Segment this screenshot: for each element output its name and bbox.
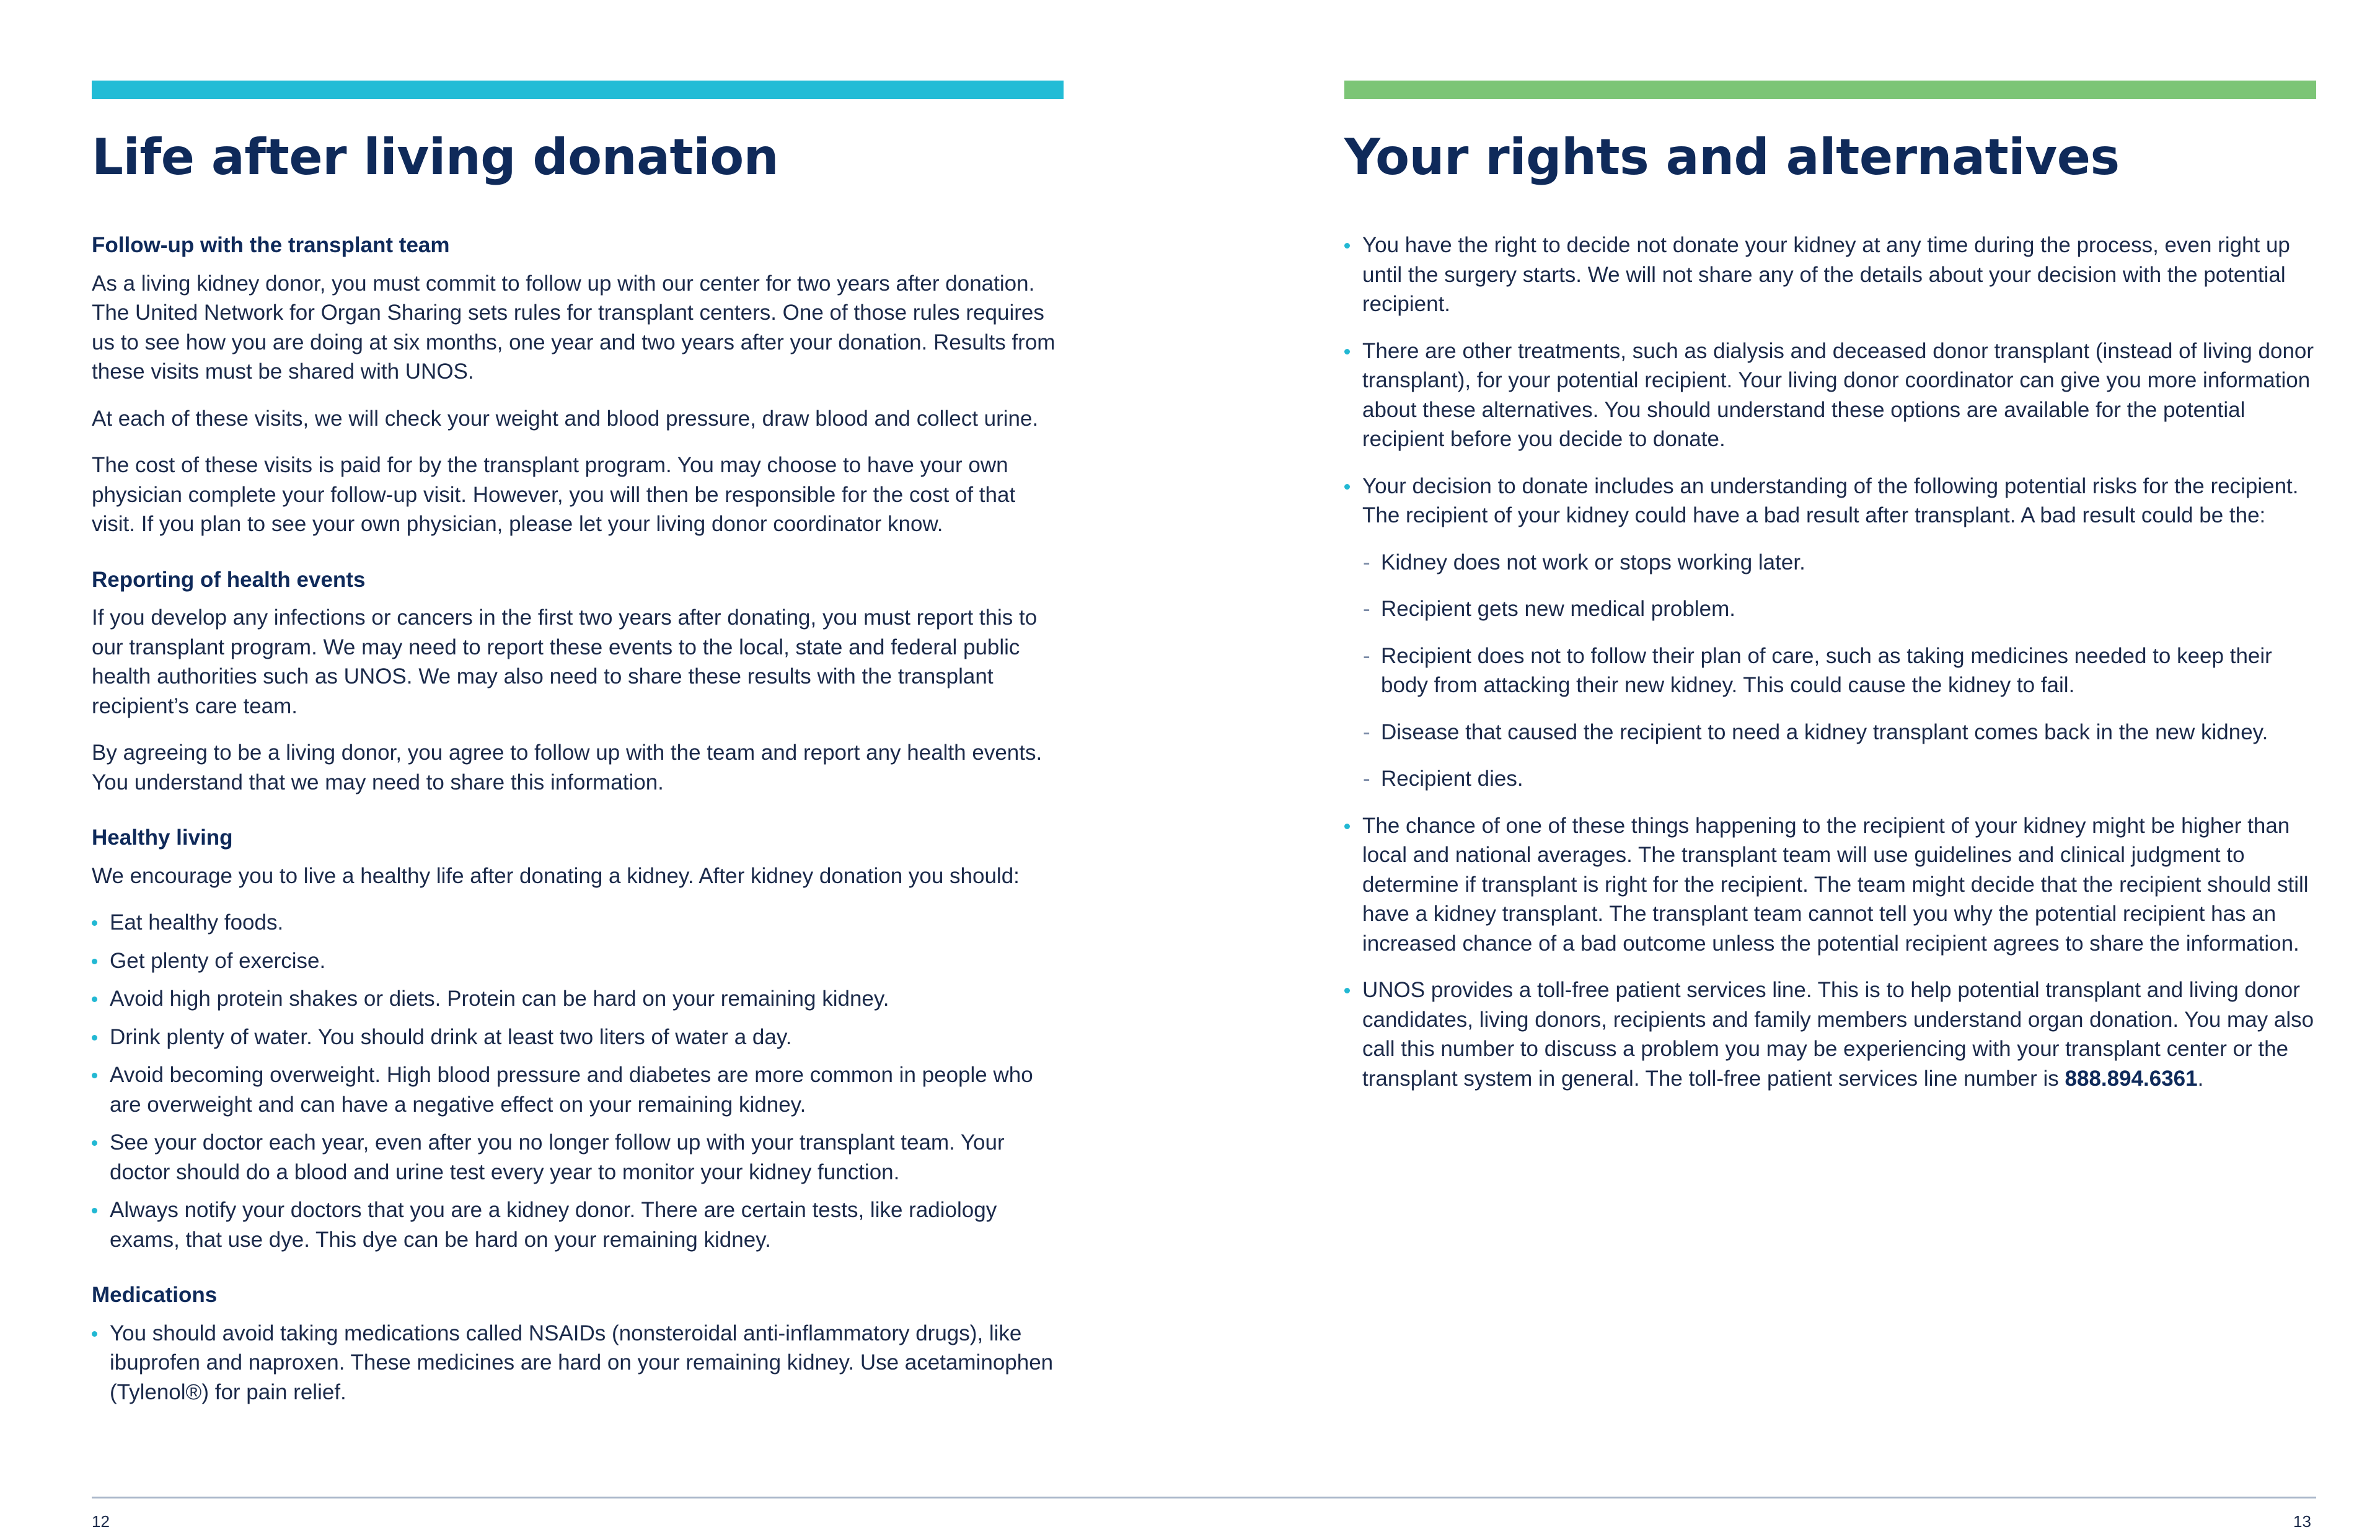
- section-heading: Medications: [92, 1283, 218, 1307]
- right-accent-bar: [1344, 81, 2316, 99]
- bullet-dot-icon: [92, 1208, 97, 1213]
- bullet-dot-icon: [92, 1073, 97, 1078]
- bullet-dot-icon: [92, 1140, 97, 1146]
- paragraph: At each of these visits, we will check your weight and blood pressure, draw blood and collect urine.: [92, 406, 1039, 431]
- list-item: Get plenty of exercise.: [92, 946, 1064, 976]
- sub-list-item: - Recipient does not to follow their plan of care, such as taking medicines needed to keep their body from attacking their new kidney. This could cause the kidney to fail.: [1344, 641, 2316, 700]
- healthy-living-list: [92, 908, 1064, 1254]
- section-heading: Healthy living: [92, 825, 233, 850]
- page-number-left: 12: [92, 1512, 110, 1531]
- sub-list-item: - Recipient dies.: [1344, 764, 2316, 794]
- list-item: Your decision to donate includes an understanding of the following potential risks for the recipient. The recipient of your kidney could have a bad result after transplant. A bad result could be the:: [1344, 472, 2316, 530]
- list-item: You have the right to decide not donate your kidney at any time during the process, even right up until the surgery starts. We will not share any of the details about your decision with the potential recipient.: [1344, 231, 2316, 319]
- footer-divider: [92, 1497, 2316, 1498]
- left-accent-bar: [92, 81, 1064, 99]
- section-heading: Reporting of health events: [92, 567, 366, 592]
- list-item: Avoid high protein shakes or diets. Protein can be hard on your remaining kidney.: [92, 984, 1064, 1014]
- bullet-dot-icon: [92, 997, 97, 1002]
- list-item: Eat healthy foods.: [92, 908, 1064, 938]
- bullet-dot-icon: [92, 920, 97, 926]
- section-follow-up: [92, 231, 1064, 539]
- bullet-dot-icon: [92, 1331, 97, 1337]
- list-item: Avoid becoming overweight. High blood pressure and diabetes are more common in people who are overweight and can have a negative effect on your remaining kidney.: [92, 1060, 1064, 1119]
- right-page: [1344, 81, 2316, 1111]
- left-content: [92, 231, 1064, 1407]
- list-item: Always notify your doctors that you are a kidney donor. There are certain tests, like radiology exams, that use dye. This dye can be hard on your remaining kidney.: [92, 1195, 1064, 1254]
- list-item: UNOS provides a toll-free patient services line. This is to help potential transplant and living donor candidates, living donors, recipients and family members understand organ donation. You may also call this number to discuss a problem you may be experiencing with your transplant center or the transplant system in general. The toll-free patient services line number is 888.894.6361.: [1344, 975, 2316, 1093]
- medications-list: [92, 1319, 1064, 1407]
- dash-icon: -: [1363, 597, 1370, 621]
- list-item: You should avoid taking medications called NSAIDs (nonsteroidal anti-inflammatory drugs), like ibuprofen and naproxen. These medicines are hard on your remaining kidney. Use acetaminophen (Tylenol®) for pain relief.: [92, 1319, 1064, 1407]
- left-page: [92, 81, 1064, 1433]
- page-number-right: 13: [2293, 1512, 2311, 1531]
- bullet-dot-icon: [92, 1035, 97, 1041]
- right-content: [1344, 231, 2316, 1093]
- list-item: See your doctor each year, even after you no longer follow up with your transplant team. Your doctor should do a blood and urine test every year to monitor your kidney function.: [92, 1128, 1064, 1187]
- paragraph: The cost of these visits is paid for by the transplant program. You may choose to have your own physician complete your follow-up visit. However, you will then be responsible for the cost of that visit. If you plan to see your own physician, please let your living donor coordinator know.: [92, 453, 1016, 536]
- bullet-dot-icon: [1344, 349, 1350, 354]
- sub-list-item: - Kidney does not work or stops working later.: [1344, 548, 2316, 578]
- sub-list-item: - Disease that caused the recipient to need a kidney transplant comes back in the new kidney.: [1344, 718, 2316, 747]
- section-healthy-living: [92, 823, 1064, 1254]
- paragraph: If you develop any infections or cancers in the first two years after donating, you must report this to our transplant program. We may need to report these events to the local, state and federal public health authorities such as UNOS. We may also need to share these results with the transplant recipient’s care team.: [92, 605, 1038, 718]
- paragraph: As a living kidney donor, you must commit to follow up with our center for two years after donation. The United Network for Organ Sharing sets rules for transplant centers. One of those rules requires us to see how you are doing at six months, one year and two years after your donation. Results from these visits must be shared with UNOS.: [92, 271, 1056, 384]
- section-medications: [92, 1280, 1064, 1407]
- dash-icon: -: [1363, 643, 1370, 668]
- list-item: Drink plenty of water. You should drink at least two liters of water a day.: [92, 1023, 1064, 1052]
- phone-number: 888.894.6361: [2065, 1066, 2198, 1091]
- list-item: There are other treatments, such as dialysis and deceased donor transplant (instead of living donor transplant), for your potential recipient. Your living donor coordinator can give you more information about these alternatives. You should understand these options are available for the potential recipient before you decide to donate.: [1344, 337, 2316, 454]
- sub-list-item: - Recipient gets new medical problem.: [1344, 594, 2316, 624]
- bullet-dot-icon: [1344, 484, 1350, 490]
- bullet-dot-icon: [1344, 988, 1350, 993]
- bullet-dot-icon: [1344, 243, 1350, 249]
- left-page-title: Life after living donation: [92, 128, 779, 186]
- bullet-dot-icon: [1344, 824, 1350, 829]
- dash-icon: -: [1363, 767, 1370, 791]
- section-heading: Follow-up with the transplant team: [92, 233, 450, 257]
- right-page-title: Your rights and alternatives: [1344, 128, 2120, 186]
- paragraph: By agreeing to be a living donor, you agree to follow up with the team and report any health events. You understand that we may need to share this information.: [92, 741, 1042, 794]
- section-reporting: [92, 565, 1064, 798]
- list-item: The chance of one of these things happening to the recipient of your kidney might be higher than local and national averages. The transplant team will use guidelines and clinical judgment to determine if transplant is right for the recipient. The team might decide that the recipient should still have a kidney transplant. The transplant team cannot tell you why the potential recipient has an increased chance of a bad outcome unless the potential recipient agrees to share the information.: [1344, 811, 2316, 959]
- dash-icon: -: [1363, 719, 1370, 744]
- dash-icon: -: [1363, 550, 1370, 574]
- rights-list: [1344, 231, 2316, 1093]
- bullet-dot-icon: [92, 959, 97, 964]
- paragraph: We encourage you to live a healthy life after donating a kidney. After kidney donation you should:: [92, 863, 1020, 888]
